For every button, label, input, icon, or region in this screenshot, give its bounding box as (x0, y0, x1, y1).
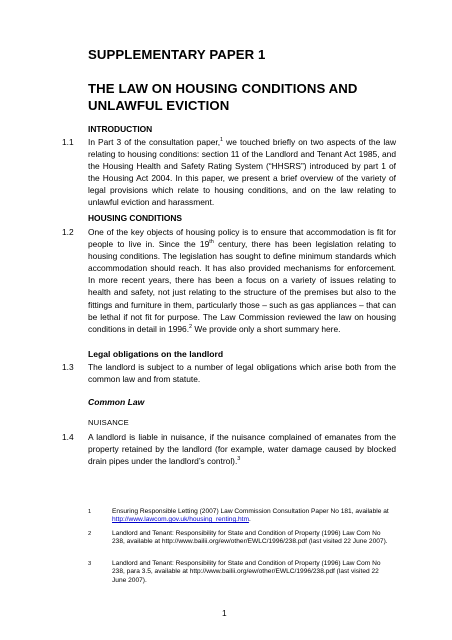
paragraph-text-part: we touched briefly on two aspects of the law relating to housing conditions: section 11 of the Landlord and Tenant Act 1985, and the Housing Health and Safety Rating System (“HHSRS”) introduced by part 1 of the Housing Act 2004. In this paper, we present a brief overview of the variety of legal provisions which relate to housing conditions, and on the law relating to unlawful eviction and harassment. (88, 137, 396, 208)
footnote-text: Landlord and Tenant: Responsibility for State and Condition of Property (1996) Law Com No 238, available at http://www.bailii.org/ew/other/EWLC/1996/238.pdf (last visited 22 June 2007). (112, 530, 388, 546)
footnote-text-part: Ensuring Responsible Letting (2007) Law Commission Consultation Paper No 181, available at (112, 508, 389, 515)
paragraph-text (88, 431, 396, 467)
section-heading-introduction: INTRODUCTION (88, 124, 153, 134)
paragraph-text (88, 136, 396, 209)
footnote-text: Landlord and Tenant: Responsibility for State and Condition of Property (1996) Law Com No 238, para 3.5, available at http://www.bailii.org/ew/other/EWLC/1996/238.pdf (last visited 22 June 2007). (112, 560, 381, 584)
subsection-heading-legal-obligations: Legal obligations on the landlord (88, 349, 224, 359)
paragraph-text-part: In Part 3 of the consultation paper, (88, 137, 221, 147)
paragraph-text: The landlord is subject to a number of legal obligations which arise both from the common law and from statute. (88, 362, 396, 385)
footnote-number: 1 (88, 509, 92, 515)
paragraph-text-part: One of the key objects of housing policy is to ensure that accommodation is fit for people to live in. Since the 19 (88, 227, 396, 250)
footnote-reference[interactable]: 2 (189, 323, 193, 330)
page-subtitle (88, 80, 408, 114)
footnote-number: 3 (88, 561, 92, 567)
subsection-heading-common-law: Common Law (88, 397, 145, 407)
paragraph-number: 1.4 (62, 432, 74, 442)
paragraph-text (88, 226, 396, 335)
footnote-text-part: . (248, 516, 251, 524)
paragraph-text-part: A landlord is liable in nuisance, if the nuisance complained of emanates from the property retained by the landlord (for example, water damage caused by blocked drain pipes under the landlord’s control). (88, 432, 396, 467)
page-number: 1 (222, 608, 227, 618)
footnote-number: 2 (88, 531, 92, 537)
paragraph-text-part: century, there has been legislation relating to housing conditions. The legislation has sought to define minimum standards which accommodation should reach. It has also provided mechanisms for enforcement. In more recent years, there has been a focus on a variety of issues relating to health and safety, not just relating to the structure of the premises but also to the fittings and furniture in them, particularly those – such as gas appliances – that can be lethal if not fit for purpose. The Law Commission reviewed the law on housing conditions in detail in 1996. (88, 239, 396, 334)
footnote-reference[interactable]: 3 (237, 456, 241, 463)
footnote-text (112, 508, 394, 525)
footnote-reference[interactable]: 1 (220, 137, 224, 144)
footnote-link[interactable]: http://www.lawcom.gov.uk/housing_renting.htm (112, 516, 249, 524)
paragraph-text-part: We provide only a short summary here. (192, 323, 341, 334)
superscript-ordinal: th (209, 239, 214, 246)
paragraph-number: 1.3 (62, 362, 74, 372)
subsection-heading-nuisance: NUISANCE (88, 418, 129, 427)
page-subtitle-line-2: UNLAWFUL EVICTION (88, 98, 230, 113)
page-title: SUPPLEMENTARY PAPER 1 (88, 47, 266, 62)
paragraph-number: 1.2 (62, 227, 74, 237)
paragraph-number: 1.1 (62, 137, 74, 147)
page-subtitle-line-1: THE LAW ON HOUSING CONDITIONS AND (88, 81, 358, 96)
section-heading-housing-conditions: HOUSING CONDITIONS (88, 213, 182, 223)
